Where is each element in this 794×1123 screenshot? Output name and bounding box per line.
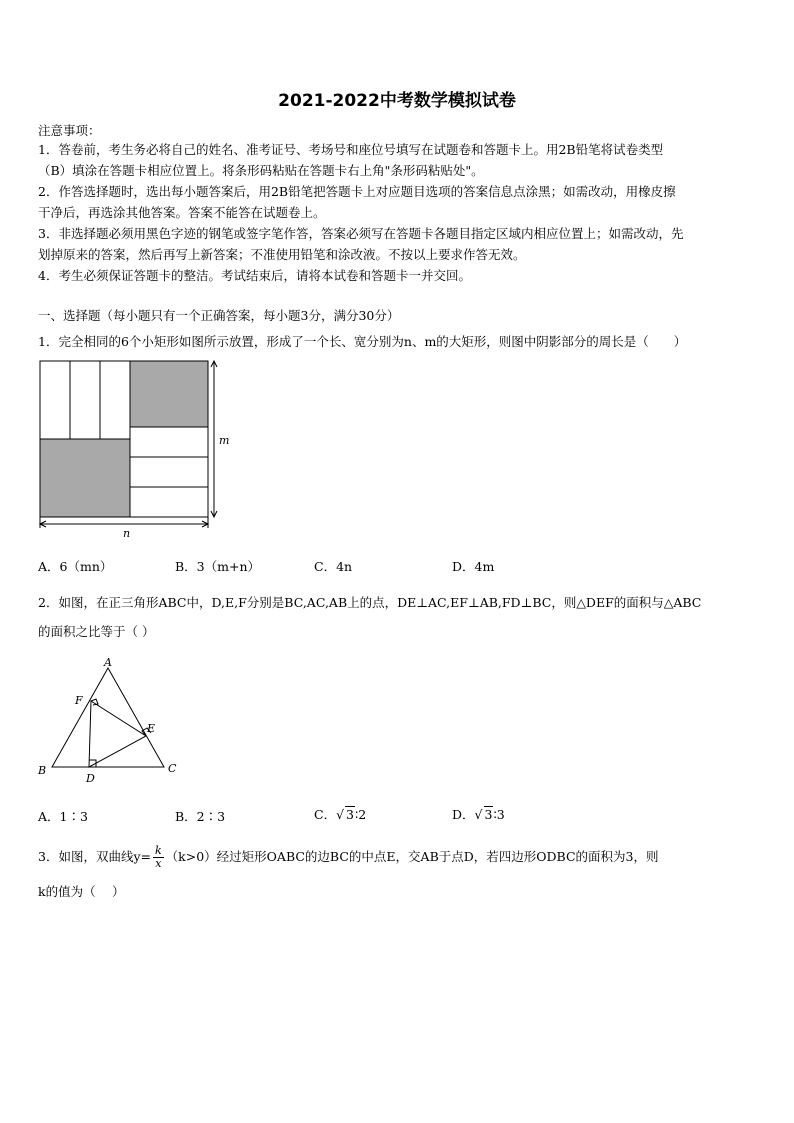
vertex-label-a: A xyxy=(104,656,112,669)
shaded-square xyxy=(130,361,208,427)
notice-line: 干净后，再选涂其他答案。答案不能答在试题卷上。 xyxy=(38,205,326,220)
q2-option-b[interactable]: B．2∶3 xyxy=(175,809,226,824)
q2-option-d[interactable]: D．√ 3∶3 xyxy=(452,807,505,822)
question-3-text-cont: k的值为（ ） xyxy=(38,884,125,899)
option-suffix: ∶3 xyxy=(493,807,505,822)
shaded-square xyxy=(40,439,130,517)
question-1-text: 1．完全相同的6个小矩形如图所示放置，形成了一个长、宽分别为n、m的大矩形，则图中阴影部分的周长是（ ） xyxy=(38,334,687,349)
notice-heading: 注意事项： xyxy=(38,123,101,138)
notice-line: 1．答卷前，考生务必将自己的姓名、准考证号、考场号和座位号填写在试题卷和答题卡上。用2B铅笔将试卷类型 xyxy=(38,142,664,157)
option-suffix: ∶2 xyxy=(355,807,367,822)
question-2-text: 2．如图，在正三角形ABC中，D,E,F分别是BC,AC,AB上的点，DE⊥AC,EF⊥AB,FD⊥BC，则△DEF的面积与△ABC xyxy=(38,595,702,610)
option-prefix: D． xyxy=(452,807,475,822)
q1-option-c[interactable]: C．4n xyxy=(314,559,353,574)
q3-text-rest: （k>0）经过矩形OABC的边BC的中点E，交AB于点D，若四边形ODBC的面积为3，则 xyxy=(165,849,659,864)
fraction-numerator: k xyxy=(155,844,162,857)
notice-line: 划掉原来的答案，然后再写上新答案；不准使用铅笔和涂改液。不按以上要求作答无效。 xyxy=(38,247,526,262)
section-heading: 一、选择题（每小题只有一个正确答案，每小题3分，满分30分） xyxy=(38,308,400,323)
option-prefix: C． xyxy=(314,807,337,822)
page-title: 2021-2022中考数学模拟试卷 xyxy=(278,91,516,111)
vertex-label-e: E xyxy=(147,722,156,735)
q2-figure xyxy=(34,654,184,784)
label-n: n xyxy=(123,527,131,540)
question-3-text xyxy=(38,843,758,871)
fraction-denominator: x xyxy=(155,857,162,870)
vertex-label-c: C xyxy=(168,762,177,775)
q3-text-start: 3．如图，双曲线y= xyxy=(38,849,151,864)
label-m: m xyxy=(219,434,230,447)
q1-option-b[interactable]: B．3（m+n） xyxy=(175,559,261,574)
q1-option-a[interactable]: A．6（mn） xyxy=(38,559,113,574)
q2-option-a[interactable]: A．1∶3 xyxy=(38,809,88,824)
notice-line: 3．非选择题必须用黑色字迹的钢笔或签字笔作答，答案必须写在答题卡各题目指定区域内相应位置上；如需改动，先 xyxy=(38,226,684,241)
vertex-label-f: F xyxy=(75,694,83,707)
notice-line: 2．作答选择题时，选出每小题答案后，用2B铅笔把答题卡上对应题目选项的答案信息点涂黑；如需改动，用橡皮擦 xyxy=(38,184,676,199)
q2-option-c[interactable]: C．√ 3∶2 xyxy=(314,807,367,822)
question-2-text-cont: 的面积之比等于（ ） xyxy=(38,624,155,639)
notice-line: （B）填涂在答题卡相应位置上。将条形码粘贴在答题卡右上角"条形码粘贴处"。 xyxy=(38,163,484,178)
q1-option-d[interactable]: D．4m xyxy=(452,559,495,574)
notice-line: 4．考生必须保证答题卡的整洁。考试结束后，请将本试卷和答题卡一并交回。 xyxy=(38,268,471,283)
q1-figure xyxy=(34,356,244,542)
fraction-k-over-x xyxy=(153,845,164,870)
vertex-label-d: D xyxy=(86,772,95,784)
vertex-label-b: B xyxy=(38,764,47,777)
radicand: 3 xyxy=(484,807,493,822)
radicand: 3 xyxy=(346,807,354,822)
